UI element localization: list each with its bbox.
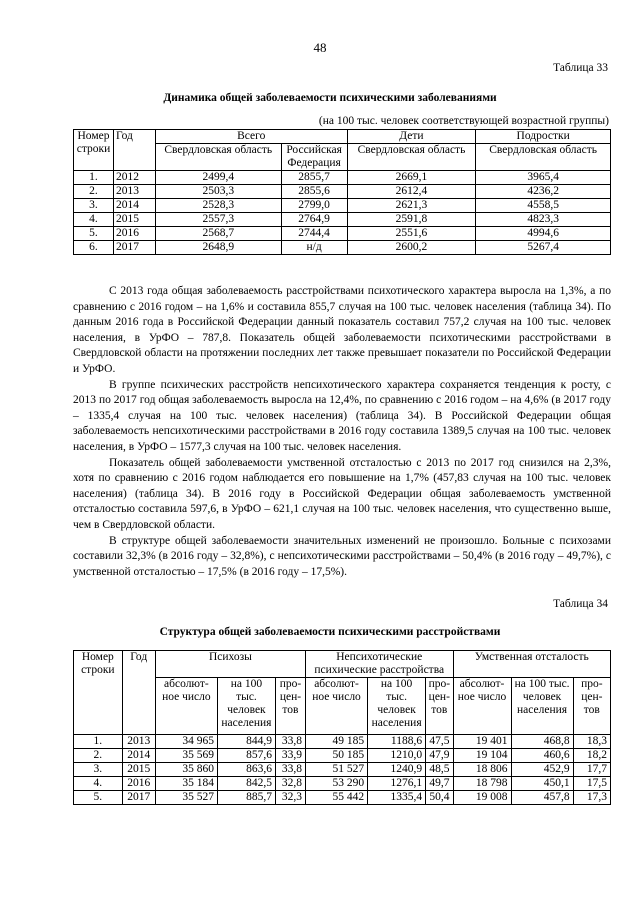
cell-psychoses-rate: 844,9 xyxy=(217,735,275,749)
cell-retardation-abs: 19 104 xyxy=(453,749,511,763)
header-per-100k: на 100 тыс. человек населения xyxy=(217,678,275,735)
cell-teens: 4558,5 xyxy=(476,199,611,213)
table-row xyxy=(74,171,611,185)
header-sverdlovsk: Свердловская область xyxy=(155,144,281,171)
cell-teens: 3965,4 xyxy=(476,171,611,185)
cell-nonpsychotic-pct: 49,7 xyxy=(426,777,453,791)
cell-retardation-abs: 19 008 xyxy=(453,791,511,805)
cell-nonpsychotic-rate: 1210,0 xyxy=(368,749,426,763)
cell-nonpsychotic-abs: 55 442 xyxy=(305,791,367,805)
cell-year: 2013 xyxy=(113,185,155,199)
table-33-label: Таблица 33 xyxy=(553,62,608,74)
cell-psychoses-rate: 857,6 xyxy=(217,749,275,763)
table-34-title: Структура общей заболеваемости психическими расстройствами xyxy=(159,626,501,638)
cell-year: 2014 xyxy=(122,749,155,763)
cell-teens: 4236,2 xyxy=(476,185,611,199)
cell-children: 2551,6 xyxy=(347,227,476,241)
cell-children: 2669,1 xyxy=(347,171,476,185)
table-row xyxy=(74,763,611,777)
cell-retardation-abs: 18 798 xyxy=(453,777,511,791)
cell-nonpsychotic-rate: 1240,9 xyxy=(368,763,426,777)
cell-total-russia: н/д xyxy=(281,241,347,255)
cell-nonpsychotic-pct: 47,5 xyxy=(426,735,453,749)
cell-row-number: 1. xyxy=(74,735,123,749)
cell-retardation-pct: 17,5 xyxy=(573,777,610,791)
cell-nonpsychotic-pct: 50,4 xyxy=(426,791,453,805)
cell-retardation-abs: 19 401 xyxy=(453,735,511,749)
cell-children: 2591,8 xyxy=(347,213,476,227)
header-psychoses: Психозы xyxy=(155,651,305,678)
cell-total-russia: 2855,6 xyxy=(281,185,347,199)
table-34 xyxy=(73,650,611,805)
cell-psychoses-abs: 35 860 xyxy=(155,763,217,777)
header-absolute: абсолют-ное число xyxy=(305,678,367,735)
cell-nonpsychotic-abs: 49 185 xyxy=(305,735,367,749)
cell-total-russia: 2799,0 xyxy=(281,199,347,213)
cell-total-sverdlovsk: 2648,9 xyxy=(155,241,281,255)
table-row xyxy=(74,791,611,805)
paragraph: В группе психических расстройств непсихотического характера сохраняется тенденция к росту, с 2013 по 2017 год общая заболеваемость выросла на 12,4%, по сравнению с 2016 годом – на 4,6% (в 2017 году – 1335,4 случая на 100 тыс. человек населения) (таблица 34). В Российской Федерации общая заболеваемость непсихотическими расстройствами в 2016 году составила 1389,5 случая на 100 тыс. человек населения, в УрФО – 1577,3 случая на 100 тыс. человек населения. xyxy=(73,378,611,453)
cell-row-number: 4. xyxy=(74,213,114,227)
header-year: Год xyxy=(113,130,155,171)
cell-total-sverdlovsk: 2557,3 xyxy=(155,213,281,227)
table-row xyxy=(74,777,611,791)
cell-children: 2621,3 xyxy=(347,199,476,213)
cell-row-number: 4. xyxy=(74,777,123,791)
cell-nonpsychotic-pct: 48,5 xyxy=(426,763,453,777)
cell-retardation-pct: 17,7 xyxy=(573,763,610,777)
cell-total-sverdlovsk: 2528,3 xyxy=(155,199,281,213)
cell-nonpsychotic-abs: 51 527 xyxy=(305,763,367,777)
header-sverdlovsk: Свердловская область xyxy=(347,144,476,171)
cell-psychoses-rate: 885,7 xyxy=(217,791,275,805)
cell-nonpsychotic-pct: 47,9 xyxy=(426,749,453,763)
cell-psychoses-abs: 34 965 xyxy=(155,735,217,749)
table-33-unit: (на 100 тыс. человек соответствующей возрастной группы) xyxy=(318,115,609,127)
table-34-label: Таблица 34 xyxy=(553,598,608,610)
cell-retardation-rate: 457,8 xyxy=(511,791,573,805)
cell-children: 2612,4 xyxy=(347,185,476,199)
cell-year: 2014 xyxy=(113,199,155,213)
cell-year: 2015 xyxy=(122,763,155,777)
header-sverdlovsk: Свердловская область xyxy=(476,144,611,171)
cell-psychoses-rate: 863,6 xyxy=(217,763,275,777)
header-percent: про-цен-тов xyxy=(275,678,305,735)
header-absolute: абсолют-ное число xyxy=(155,678,217,735)
cell-row-number: 3. xyxy=(74,199,114,213)
cell-year: 2013 xyxy=(122,735,155,749)
cell-total-sverdlovsk: 2499,4 xyxy=(155,171,281,185)
cell-retardation-rate: 452,9 xyxy=(511,763,573,777)
cell-psychoses-rate: 842,5 xyxy=(217,777,275,791)
cell-year: 2016 xyxy=(113,227,155,241)
cell-teens: 4994,6 xyxy=(476,227,611,241)
cell-year: 2017 xyxy=(122,791,155,805)
cell-row-number: 6. xyxy=(74,241,114,255)
header-nonpsychotic: Непсихотические психические расстройства xyxy=(305,651,453,678)
cell-retardation-pct: 18,3 xyxy=(573,735,610,749)
cell-row-number: 1. xyxy=(74,171,114,185)
cell-psychoses-abs: 35 184 xyxy=(155,777,217,791)
cell-retardation-rate: 460,6 xyxy=(511,749,573,763)
page-number: 48 xyxy=(313,40,327,55)
header-per-100k: на 100 тыс. человек населения xyxy=(368,678,426,735)
cell-row-number: 3. xyxy=(74,763,123,777)
table-row xyxy=(74,749,611,763)
cell-row-number: 5. xyxy=(74,227,114,241)
cell-total-russia: 2744,4 xyxy=(281,227,347,241)
header-absolute: абсолют-ное число xyxy=(453,678,511,735)
cell-total-sverdlovsk: 2568,7 xyxy=(155,227,281,241)
paragraph: С 2013 года общая заболеваемость расстройствами психотического характера выросла на 1,3%, а по сравнению с 2016 годом – на 1,6% и составила 855,7 случая на 100 тыс. человек населения (таблица 34). По данным 2016 года в Российской Федерации данный показатель составил 757,2 случая на 100 тыс. человек населения, в УрФО – 787,8. Показатель общей заболеваемости психотическими расстройствами в Свердловской области на протяжении последних лет также превышает показатели по Российской Федерации и УрФО. xyxy=(73,285,611,375)
header-year: Год xyxy=(122,651,155,735)
cell-row-number: 2. xyxy=(74,749,123,763)
cell-row-number: 2. xyxy=(74,185,114,199)
cell-psychoses-pct: 33,8 xyxy=(275,735,305,749)
cell-psychoses-pct: 33,8 xyxy=(275,763,305,777)
cell-nonpsychotic-rate: 1188,6 xyxy=(368,735,426,749)
header-percent: про-цен-тов xyxy=(426,678,453,735)
cell-nonpsychotic-rate: 1276,1 xyxy=(368,777,426,791)
cell-nonpsychotic-abs: 50 185 xyxy=(305,749,367,763)
cell-teens: 5267,4 xyxy=(476,241,611,255)
table-33-title: Динамика общей заболеваемости психическими заболеваниями xyxy=(163,92,497,104)
header-teens: Подростки xyxy=(476,130,611,144)
cell-psychoses-abs: 35 569 xyxy=(155,749,217,763)
header-row-number: Номер строки xyxy=(74,651,123,735)
table-row xyxy=(74,213,611,227)
cell-psychoses-pct: 32,8 xyxy=(275,777,305,791)
table-row xyxy=(74,735,611,749)
cell-retardation-abs: 18 806 xyxy=(453,763,511,777)
table-row xyxy=(74,241,611,255)
cell-total-sverdlovsk: 2503,3 xyxy=(155,185,281,199)
cell-retardation-rate: 450,1 xyxy=(511,777,573,791)
cell-row-number: 5. xyxy=(74,791,123,805)
cell-psychoses-abs: 35 527 xyxy=(155,791,217,805)
header-russia: Российская Федерация xyxy=(281,144,347,171)
paragraph: Показатель общей заболеваемости умственной отсталостью с 2013 по 2017 год снизился на 2,3%, хотя по сравнению с 2016 годом наблюдается его повышение на 1,7% (457,83 случая на 100 тыс. человек населения) (таблица 34). В 2016 году в Российской Федерации общая заболеваемость умственной отсталостью составила 597,6, в УрФО – 621,1 случая на 100 тыс. человек населения, что существенно выше, чем в Свердловской области. xyxy=(73,456,611,531)
cell-psychoses-pct: 32,3 xyxy=(275,791,305,805)
cell-teens: 4823,3 xyxy=(476,213,611,227)
header-per-100k: на 100 тыс. человек населения xyxy=(511,678,573,735)
cell-year: 2015 xyxy=(113,213,155,227)
cell-total-russia: 2764,9 xyxy=(281,213,347,227)
table-33 xyxy=(73,129,611,255)
cell-total-russia: 2855,7 xyxy=(281,171,347,185)
header-children: Дети xyxy=(347,130,476,144)
paragraph: В структуре общей заболеваемости значительных изменений не произошло. Больные с психозами составили 32,3% (в 2016 году – 32,8%), с непсихотическими расстройствами – 50,4% (в 2016 году – 49,7%), с умственной отсталостью – 17,5% (в 2016 году – 17,5%). xyxy=(73,534,611,578)
cell-children: 2600,2 xyxy=(347,241,476,255)
table-row xyxy=(74,199,611,213)
cell-psychoses-pct: 33,9 xyxy=(275,749,305,763)
header-percent: про-цен-тов xyxy=(573,678,610,735)
cell-year: 2012 xyxy=(113,171,155,185)
cell-retardation-rate: 468,8 xyxy=(511,735,573,749)
header-total: Всего xyxy=(155,130,347,144)
header-retardation: Умственная отсталость xyxy=(453,651,610,678)
cell-retardation-pct: 18,2 xyxy=(573,749,610,763)
cell-year: 2016 xyxy=(122,777,155,791)
body-text xyxy=(73,284,611,580)
header-row-number: Номер строки xyxy=(74,130,114,171)
table-row xyxy=(74,227,611,241)
cell-nonpsychotic-abs: 53 290 xyxy=(305,777,367,791)
cell-retardation-pct: 17,3 xyxy=(573,791,610,805)
cell-year: 2017 xyxy=(113,241,155,255)
table-row xyxy=(74,185,611,199)
cell-nonpsychotic-rate: 1335,4 xyxy=(368,791,426,805)
